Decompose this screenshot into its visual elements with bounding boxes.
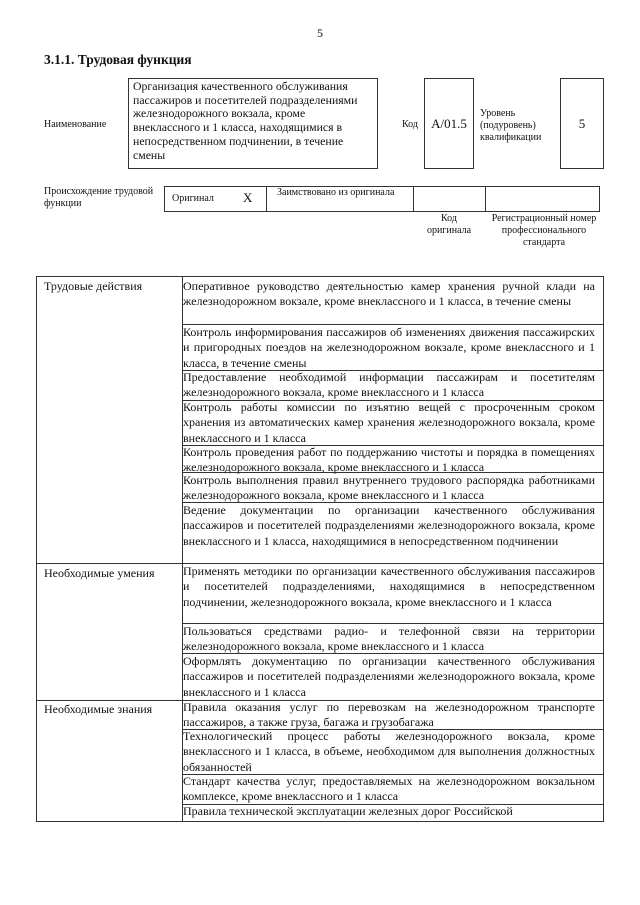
skill-3: Оформлять документацию по организации качественного обслуживания пассажиров и посетителей подразделениями железнодорожного вокзала, кроме внеклассного и 1 класса: [183, 654, 595, 699]
labor-action-4: Контроль работы комиссии по изъятию вещей с просроченным сроком хранения из автоматических камер хранения железнодорожного вокзала, кроме внеклассного и 1 класса: [183, 400, 595, 445]
registration-number-label: Регистрационный номер профессионального стандарта: [491, 213, 597, 248]
knowledge-4: Правила технической эксплуатации железных дорог Российской: [183, 804, 513, 818]
function-name-box: Организация качественного обслуживания пассажиров и посетителей подразделениями железнодорожного вокзала, кроме внеклассного и 1 класса, находящимися в непосредственном подчинении, в течение смены: [128, 78, 378, 169]
labor-action-1: Оперативное руководство деятельностью камер хранения ручной клади на железнодорожном вокзале, кроме внеклассного и 1 класса, в течение смены: [183, 279, 595, 309]
origin-label: Происхождение трудовой функции: [44, 186, 154, 209]
skill-2: Пользоваться средствами радио- и телефонной связи на территории железнодорожного вокзала, кроме внеклассного и 1 класса: [183, 624, 595, 654]
original-label: Оригинал: [172, 193, 214, 204]
labor-action-5: Контроль проведения работ по поддержанию чистоты и порядка в помещениях железнодорожного вокзала, кроме внеклассного и 1 класса: [183, 445, 595, 475]
borrowed-label: Заимствовано из оригинала: [277, 187, 395, 198]
qualification-level-label: Уровень (подуровень) квалификации: [480, 108, 542, 143]
name-label: Наименование: [44, 119, 107, 130]
skill-1: Применять методики по организации качественного обслуживания пассажиров и посетителей подразделениями, находящимися в непосредственном подчинении, железнодорожного вокзала, кроме внеклассного и 1 класса: [183, 564, 595, 609]
labor-actions-label: Трудовые действия: [44, 279, 143, 293]
code-original-label: Код оригинала: [426, 213, 472, 236]
labor-action-3: Предоставление необходимой информации пассажирам и посетителям железнодорожного вокзала, кроме внеклассного и 1 класса: [183, 370, 595, 400]
labor-action-6: Контроль выполнения правил внутреннего трудового распорядка работниками железнодорожного вокзала, кроме внеклассного и 1 класса: [183, 473, 595, 503]
knowledge-3: Стандарт качества услуг, предоставляемых на железнодорожном вокзальном комплексе, кроме внеклассного и 1 класса: [183, 774, 595, 804]
skills-label: Необходимые умения: [44, 566, 155, 580]
labor-action-2: Контроль информирования пассажиров об изменениях движения пассажирских и пригородных поездов на железнодорожном вокзале, кроме внеклассного и 1 класса, в течение смены: [183, 325, 595, 370]
code-value-box: A/01.5: [424, 78, 474, 169]
page-number: 5: [317, 26, 323, 40]
qualification-level-box: 5: [560, 78, 604, 169]
knowledge-2: Технологический процесс работы железнодорожного вокзала, кроме внеклассного и 1 класса, в объеме, необходимом для выполнения должностных обязанностей: [183, 729, 595, 774]
original-mark: X: [243, 190, 253, 205]
section-heading: 3.1.1. Трудовая функция: [44, 52, 192, 67]
code-label: Код: [402, 119, 418, 130]
labor-action-7: Ведение документации по организации качественного обслуживания пассажиров и посетителей подразделениями железнодорожного вокзала, кроме внеклассного и 1 класса, находящимися в непосредственном подчинении: [183, 503, 595, 548]
knowledge-1: Правила оказания услуг по перевозкам на железнодорожном транспорте пассажиров, а также груза, багажа и грузобагажа: [183, 700, 595, 730]
knowledge-label: Необходимые знания: [44, 702, 153, 716]
